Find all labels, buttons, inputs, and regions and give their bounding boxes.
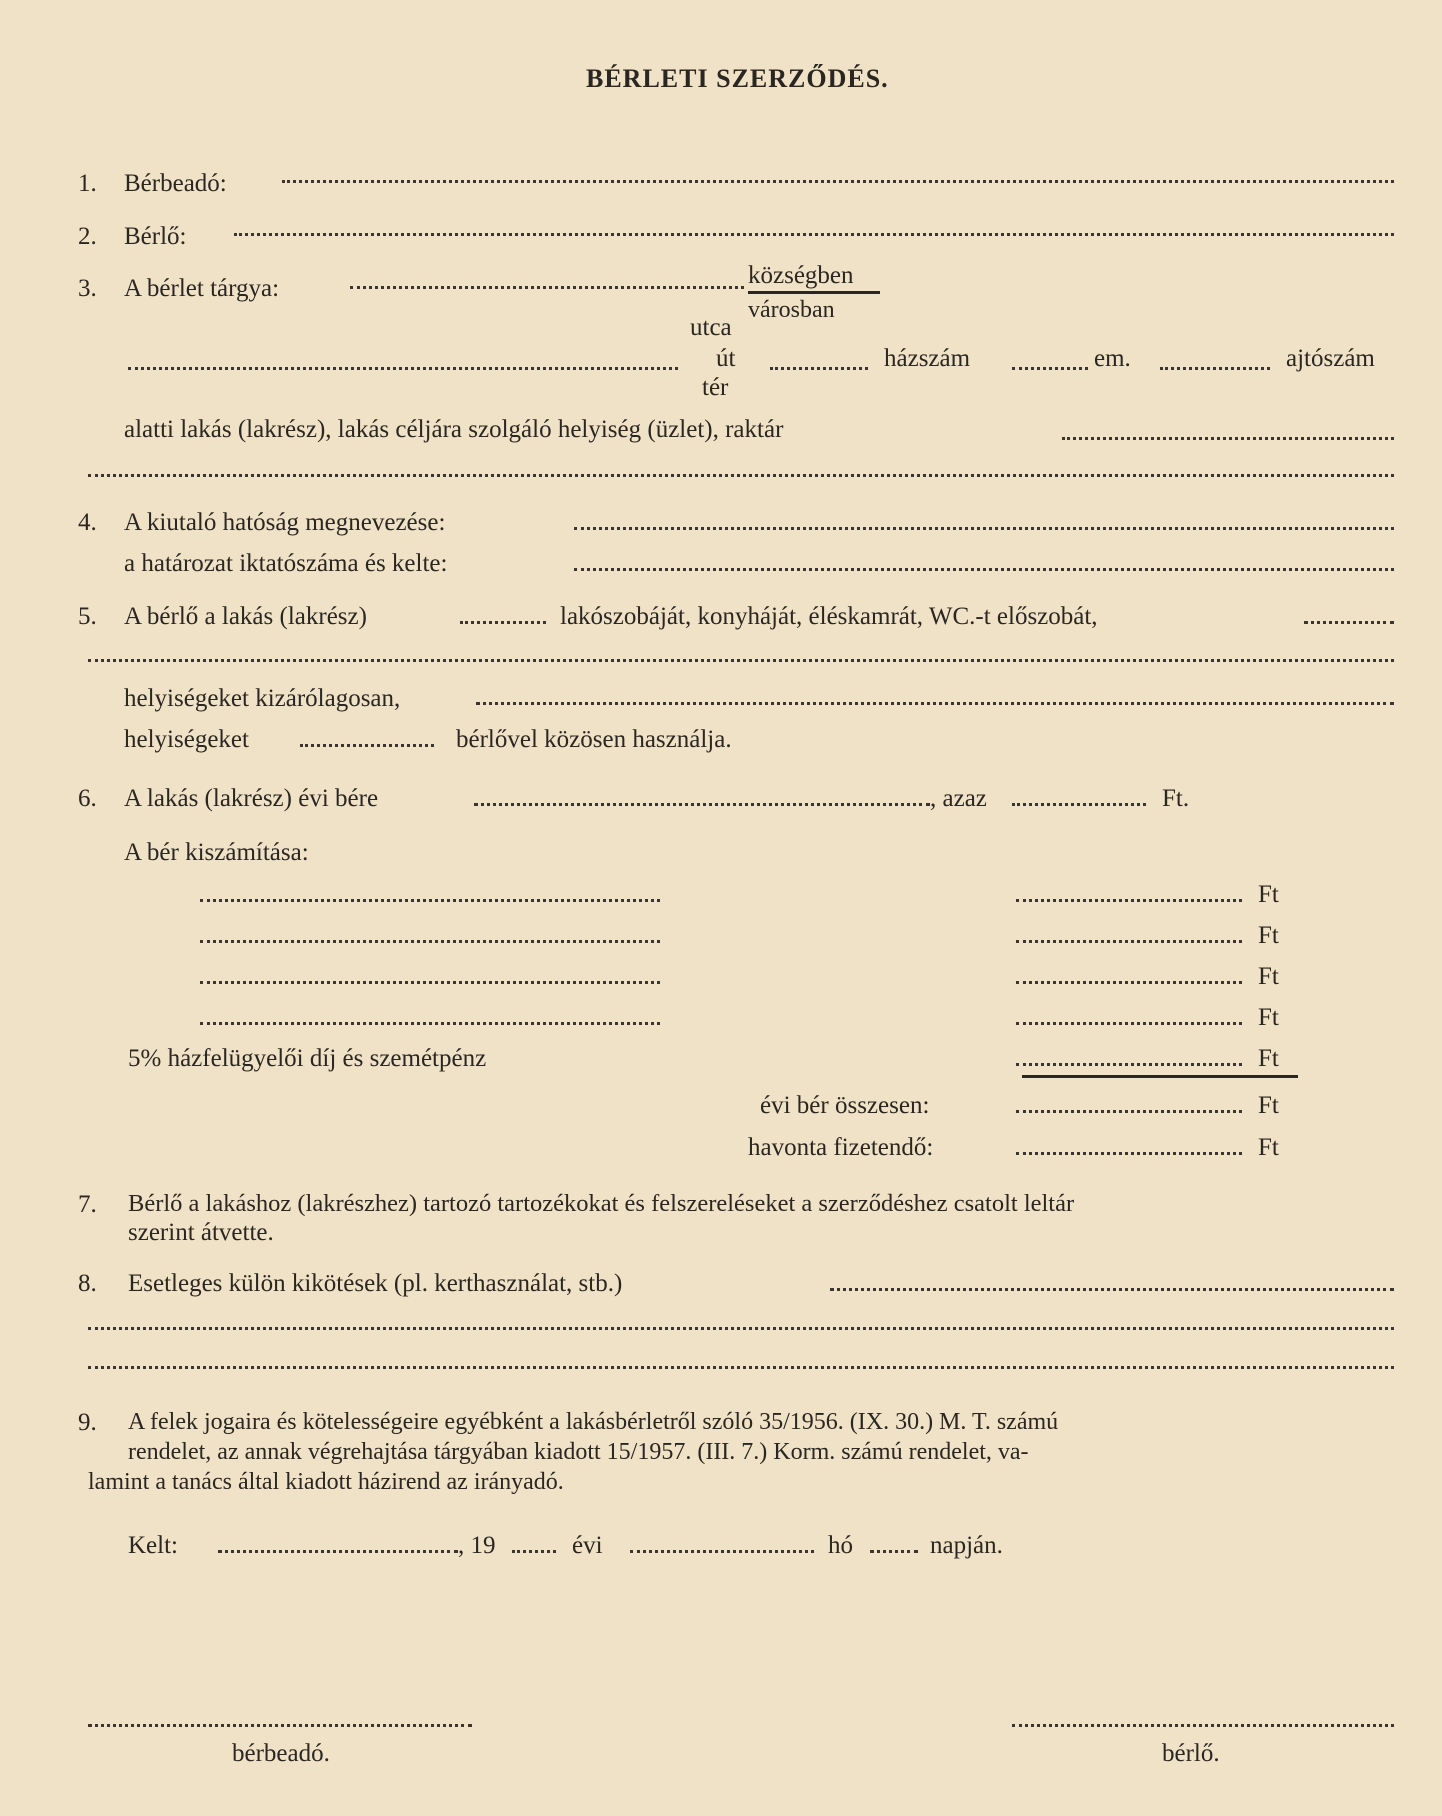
hazfelugyeloi-dij-label: 5% házfelügyelői díj és szemétpénz (128, 1045, 487, 1072)
premises-field[interactable] (1062, 437, 1394, 440)
evi-ber-osszesen-label: évi bér összesen: (760, 1092, 930, 1119)
exclusive-rooms-field[interactable] (476, 702, 1394, 705)
year-prefix-label: , 19 (458, 1532, 496, 1559)
ft-label-3: Ft (1258, 963, 1279, 990)
kulon-kikotesek-field[interactable] (830, 1288, 1394, 1291)
door-number-field[interactable] (1160, 367, 1270, 370)
rooms-list-label: lakószobáját, konyháját, éléskamrát, WC.-t előszobát, (560, 603, 1098, 630)
berbeado-label: Bérbeadó: (124, 170, 227, 197)
ft-label-4: Ft (1258, 1004, 1279, 1031)
place-field[interactable] (218, 1550, 458, 1553)
item-number-5: 5. (78, 603, 97, 630)
berlet-targya-field[interactable] (350, 286, 744, 289)
ber-kiszamitasa-label: A bér kiszámítása: (124, 839, 309, 866)
street-name-field[interactable] (128, 367, 678, 370)
berlo-field[interactable] (234, 233, 1394, 236)
berlet-targya-label: A bérlet tárgya: (124, 275, 280, 302)
document-title: BÉRLETI SZERZŐDÉS. (586, 64, 889, 93)
napjan-label: napján. (930, 1532, 1003, 1559)
berlo-signature-label: bérlő. (1162, 1740, 1220, 1767)
legal-text-line-3: lamint a tanács által kiadott házirend az irányadó. (88, 1469, 564, 1495)
item-number-4: 4. (78, 509, 97, 536)
floor-field[interactable] (1012, 367, 1088, 370)
item-number-9: 9. (78, 1409, 97, 1436)
month-field[interactable] (630, 1550, 814, 1553)
lakas-hasznalat-label: A bérlő a lakás (lakrész) (124, 603, 367, 630)
premises-field-line-2[interactable] (88, 474, 1394, 477)
berbeado-field[interactable] (282, 180, 1394, 183)
ajtoszam-label: ajtószám (1286, 345, 1375, 372)
shared-rooms-label: helyiségeket (124, 726, 249, 753)
calc-item-2-field[interactable] (200, 940, 660, 943)
exclusive-rooms-label: helyiségeket kizárólagosan, (124, 685, 401, 712)
ft-label-5: Ft (1258, 1045, 1279, 1072)
berbeado-signature-line[interactable] (88, 1724, 472, 1727)
room-count-field[interactable] (460, 621, 546, 624)
year-field[interactable] (512, 1550, 556, 1553)
alatti-label: alatti lakás (lakrész), lakás céljára szolgáló helyiség (üzlet), raktár (124, 416, 784, 443)
ft-label-1: Ft (1258, 881, 1279, 908)
ter-option: tér (702, 374, 729, 401)
calc-item-3-field[interactable] (200, 981, 660, 984)
kulon-kikotesek-label: Esetleges külön kikötések (pl. kerthasználat, stb.) (128, 1270, 623, 1297)
annual-rent-field[interactable] (474, 803, 930, 806)
item-number-3: 3. (78, 275, 97, 302)
hazfelugyeloi-dij-amount-field[interactable] (1016, 1063, 1242, 1066)
monthly-payment-field[interactable] (1016, 1152, 1242, 1155)
berlo-signature-line[interactable] (1012, 1724, 1394, 1727)
item-number-1: 1. (78, 170, 97, 197)
day-field[interactable] (870, 1550, 918, 1553)
evi-bere-label: A lakás (lakrész) évi bére (124, 785, 379, 812)
berbeado-signature-label: bérbeadó. (232, 1740, 330, 1767)
utca-option: utca (690, 314, 732, 341)
shared-rooms-field[interactable] (300, 744, 434, 747)
azaz-label: , azaz (930, 785, 987, 812)
calc-amount-1-field[interactable] (1016, 899, 1242, 902)
iktatoszam-field[interactable] (574, 568, 1394, 571)
calc-item-4-field[interactable] (200, 1022, 660, 1025)
fraction-line (748, 291, 880, 294)
shared-use-label: bérlővel közösen használja. (456, 726, 732, 753)
evi-label: évi (572, 1532, 603, 1559)
ut-option: út (716, 345, 736, 372)
ft-label-2: Ft (1258, 922, 1279, 949)
street-number-field[interactable] (770, 367, 868, 370)
sum-line (1022, 1075, 1298, 1078)
havonta-fizetendo-label: havonta fizetendő: (748, 1134, 934, 1161)
iktatoszam-label: a határozat iktatószáma és kelte: (124, 550, 448, 577)
varosban-option: városban (748, 297, 835, 323)
other-rooms-field-line-2[interactable] (88, 659, 1394, 662)
item-number-8: 8. (78, 1270, 97, 1297)
other-rooms-field[interactable] (1304, 621, 1394, 624)
hazszam-label: házszám (884, 345, 971, 372)
legal-text-line-2: rendelet, az annak végrehajtása tárgyában kiadott 15/1957. (III. 7.) Korm. számú rendelet, va- (128, 1439, 1029, 1465)
em-label: em. (1094, 345, 1131, 372)
kelt-label: Kelt: (128, 1532, 178, 1559)
kulon-kikotesek-field-line-2[interactable] (88, 1327, 1394, 1330)
berlo-label: Bérlő: (124, 223, 187, 250)
ft-label-6: Ft (1258, 1092, 1279, 1119)
inventory-text-line-1: Bérlő a lakáshoz (lakrészhez) tartozó tartozékokat és felszereléseket a szerződéshez csatolt leltár (128, 1190, 1075, 1217)
annual-rent-amount-field[interactable] (1012, 803, 1146, 806)
inventory-text-line-2: szerint átvette. (128, 1219, 274, 1246)
item-number-7: 7. (78, 1191, 97, 1218)
annual-total-field[interactable] (1016, 1110, 1242, 1113)
calc-item-1-field[interactable] (200, 899, 660, 902)
kiutalo-hatosag-label: A kiutaló hatóság megnevezése: (124, 509, 446, 536)
ft-dot-label: Ft. (1162, 785, 1190, 812)
kulon-kikotesek-field-line-3[interactable] (88, 1366, 1394, 1369)
kiutalo-hatosag-field[interactable] (574, 527, 1394, 530)
item-number-6: 6. (78, 785, 97, 812)
ft-label-7: Ft (1258, 1134, 1279, 1161)
calc-amount-4-field[interactable] (1016, 1022, 1242, 1025)
kozsegben-option: községben (748, 262, 854, 289)
item-number-2: 2. (78, 223, 97, 250)
legal-text-line-1: A felek jogaira és kötelességeire egyébként a lakásbérletről szóló 35/1956. (IX. 30.) M. T. számú (128, 1409, 1059, 1435)
calc-amount-3-field[interactable] (1016, 981, 1242, 984)
calc-amount-2-field[interactable] (1016, 940, 1242, 943)
ho-label: hó (828, 1532, 853, 1559)
